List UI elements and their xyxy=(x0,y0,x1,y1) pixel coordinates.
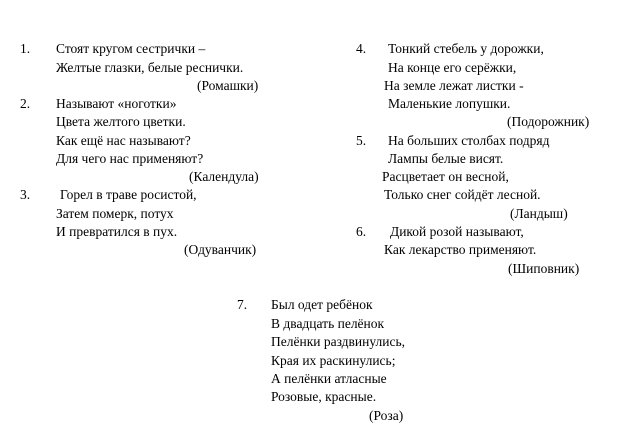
riddle-line: Розовые, красные. xyxy=(271,389,377,404)
riddle-line: Тонкий стебель у дорожки, xyxy=(388,41,544,56)
riddle-line: Дикой розой называют, xyxy=(390,224,524,239)
riddle-line: В двадцать пелёнок xyxy=(271,316,385,331)
riddle-line: Как ещё нас называют? xyxy=(56,133,191,148)
riddle-number: 4. xyxy=(356,41,367,56)
riddle-answer: (Календула) xyxy=(189,169,259,184)
riddle-number: 7. xyxy=(237,297,248,312)
riddle-line: И превратился в пух. xyxy=(56,224,178,239)
riddle-line: Стоят кругом сестрички – xyxy=(56,41,206,56)
riddle-line: На больших столбах подряд xyxy=(388,133,550,148)
riddle-number: 2. xyxy=(20,96,31,111)
riddle-line: Горел в траве росистой, xyxy=(60,187,197,202)
riddle-number: 3. xyxy=(20,187,31,202)
riddle-line: Края их раскинулись; xyxy=(271,353,396,368)
riddle-line: Расцветает он весной, xyxy=(382,169,509,184)
riddle-line: На земле лежат листки - xyxy=(384,78,524,93)
riddle-answer: (Одуванчик) xyxy=(184,242,257,257)
riddle-number: 6. xyxy=(356,224,367,239)
riddle-line: Лампы белые висят. xyxy=(388,151,504,166)
riddle-answer: (Роза) xyxy=(369,408,404,423)
riddle-line: Желтые глазки, белые реснички. xyxy=(56,60,244,75)
riddle-line: Как лекарство применяют. xyxy=(384,242,537,257)
riddle-number: 5. xyxy=(356,133,367,148)
riddle-line: Только снег сойдёт лесной. xyxy=(384,187,541,202)
riddle-line: Называют «ноготки» xyxy=(56,96,177,111)
riddle-answer: (Ландыш) xyxy=(510,206,568,221)
riddle-answer: (Ромашки) xyxy=(197,78,259,93)
riddle-line: А пелёнки атласные xyxy=(271,371,387,386)
riddle-line: Маленькие лопушки. xyxy=(388,96,511,111)
riddle-answer: (Подорожник) xyxy=(507,114,590,129)
riddle-answer: (Шиповник) xyxy=(508,261,580,276)
riddle-line: На конце его серёжки, xyxy=(388,60,517,75)
riddle-number: 1. xyxy=(20,41,31,56)
riddle-line: Был одет ребёнок xyxy=(271,297,373,312)
riddle-line: Затем померк, потух xyxy=(56,206,174,221)
riddle-line: Для чего нас применяют? xyxy=(56,151,204,166)
riddle-line: Пелёнки раздвинулись, xyxy=(271,334,406,349)
riddle-line: Цвета желтого цветки. xyxy=(56,114,186,129)
